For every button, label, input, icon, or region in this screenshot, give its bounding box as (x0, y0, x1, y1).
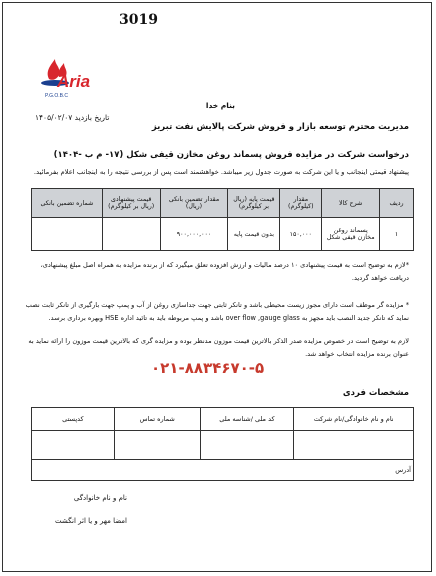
item-description-cell: پسماند روغن مخازن قیفی شکل (322, 218, 380, 251)
basmala-heading: بنام خدا (205, 101, 235, 110)
quantity-cell: ۱۵۰,۰۰۰ (280, 218, 322, 251)
table-row (32, 431, 414, 460)
name-field[interactable] (294, 431, 414, 460)
bid-table-header: ردیف (380, 189, 414, 218)
identity-section-title: مشخصات فردی (342, 388, 409, 398)
signature-stamp-label: امضا مهر و یا اثر انگشت (55, 517, 127, 525)
table-row (32, 218, 414, 251)
document-number: 3019 (119, 12, 158, 28)
logo-subtext: P.G.O.B.C (45, 93, 68, 99)
logo-wordmark: Aria (57, 72, 91, 91)
visit-date: تاریخ بازدید ۱۴۰۵/۰۲/۰۷ (35, 113, 110, 122)
identity-table-header: نام و نام خانوادگی/نام شرکت (294, 408, 414, 431)
identity-header-row (32, 408, 414, 431)
bid-table-header: شماره تضمین بانکی (32, 189, 103, 218)
bid-table-header: مقدار تضمین بانکی (ریال) (160, 189, 228, 218)
identity-table (31, 407, 414, 481)
document-page (2, 2, 432, 572)
identity-table-header: شماره تماس (114, 408, 200, 431)
tax-note: *لازم به توضیح است به قیمت پیشنهادی ۱۰ درصد مالیات و ارزش افزوده تعلق میگیرد که از برنده مزایده به همراه اصل مبلغ پیشنهادی، دریافت خواهد گردید. (40, 261, 409, 282)
signature-name-label: نام و نام خانوادگی (73, 494, 127, 502)
bid-table-header: مقدار (کیلوگرم) (280, 189, 322, 218)
subject-line: درخواست شرکت در مزایده فروش پسماند روغن مخازن قیفی شکل (۱۷- م ب -۱۴۰۴) (53, 150, 409, 160)
permit-note: * مزایده گر موظف است دارای مجوز زیست محیطی باشد و تانکر ثابتی جهت جداسازی روغن از آب و پمپ جهت بارگیری از تانکر ثابت نصب نماید که تانکر جدید النصب باید مجهز به over flow ,gauge glass باشد و پمپ مربوطه باید به تائید اداره HSE وبهره برداری برسد. (25, 301, 409, 322)
bid-table-header: قیمت پایه (ریال بر کیلوگرم) (228, 189, 280, 218)
guarantee-number-cell[interactable] (32, 218, 103, 251)
address-row (32, 460, 414, 481)
bid-table-header: شرح کالا (322, 189, 380, 218)
row-number-cell: ۱ (380, 218, 414, 251)
national-id-field[interactable] (200, 431, 294, 460)
identity-table-header: کد ملی /شناسه ملی (200, 408, 294, 431)
recipient-line: مدیریت محترم توسعه بازار و فروش شرکت پالایش نفت تبریز (151, 122, 409, 132)
phone-watermark: ۰۲۱-۸۸۳۴۶۷۰-۵ (151, 359, 265, 377)
intro-text: پیشنهاد قیمتی اینجانب و یا این شرکت به صورت جدول زیر میباشد. خواهشمند است پس از بررسی نتیجه را به اینجانب اعلام بفرمائید. (33, 168, 409, 176)
proposed-price-cell[interactable] (102, 218, 160, 251)
bid-table-header: قیمت پیشنهادی (ریال بر کیلوگرم) (102, 189, 160, 218)
address-label: آدرس (395, 466, 411, 474)
phone-field[interactable] (114, 431, 200, 460)
base-price-cell: بدون قیمت پایه (228, 218, 280, 251)
bid-table (31, 188, 414, 251)
winner-note: لازم به توضیح است در خصوص مزایده صدر الذکر بالاترین قیمت موزون مدنظر بوده و مزایده گری که بالاترین قیمت موزون را ارائه نماید به عنوان برنده مزایده انتخاب خواهد شد. (28, 337, 409, 358)
bid-table-header-row (32, 189, 414, 218)
identity-table-header: کدپستی (32, 408, 115, 431)
bank-guarantee-amount-cell: ۹۰۰,۰۰۰,۰۰۰ (160, 218, 228, 251)
postal-code-field[interactable] (32, 431, 115, 460)
aria-logo (37, 53, 105, 99)
address-field[interactable] (32, 460, 414, 481)
